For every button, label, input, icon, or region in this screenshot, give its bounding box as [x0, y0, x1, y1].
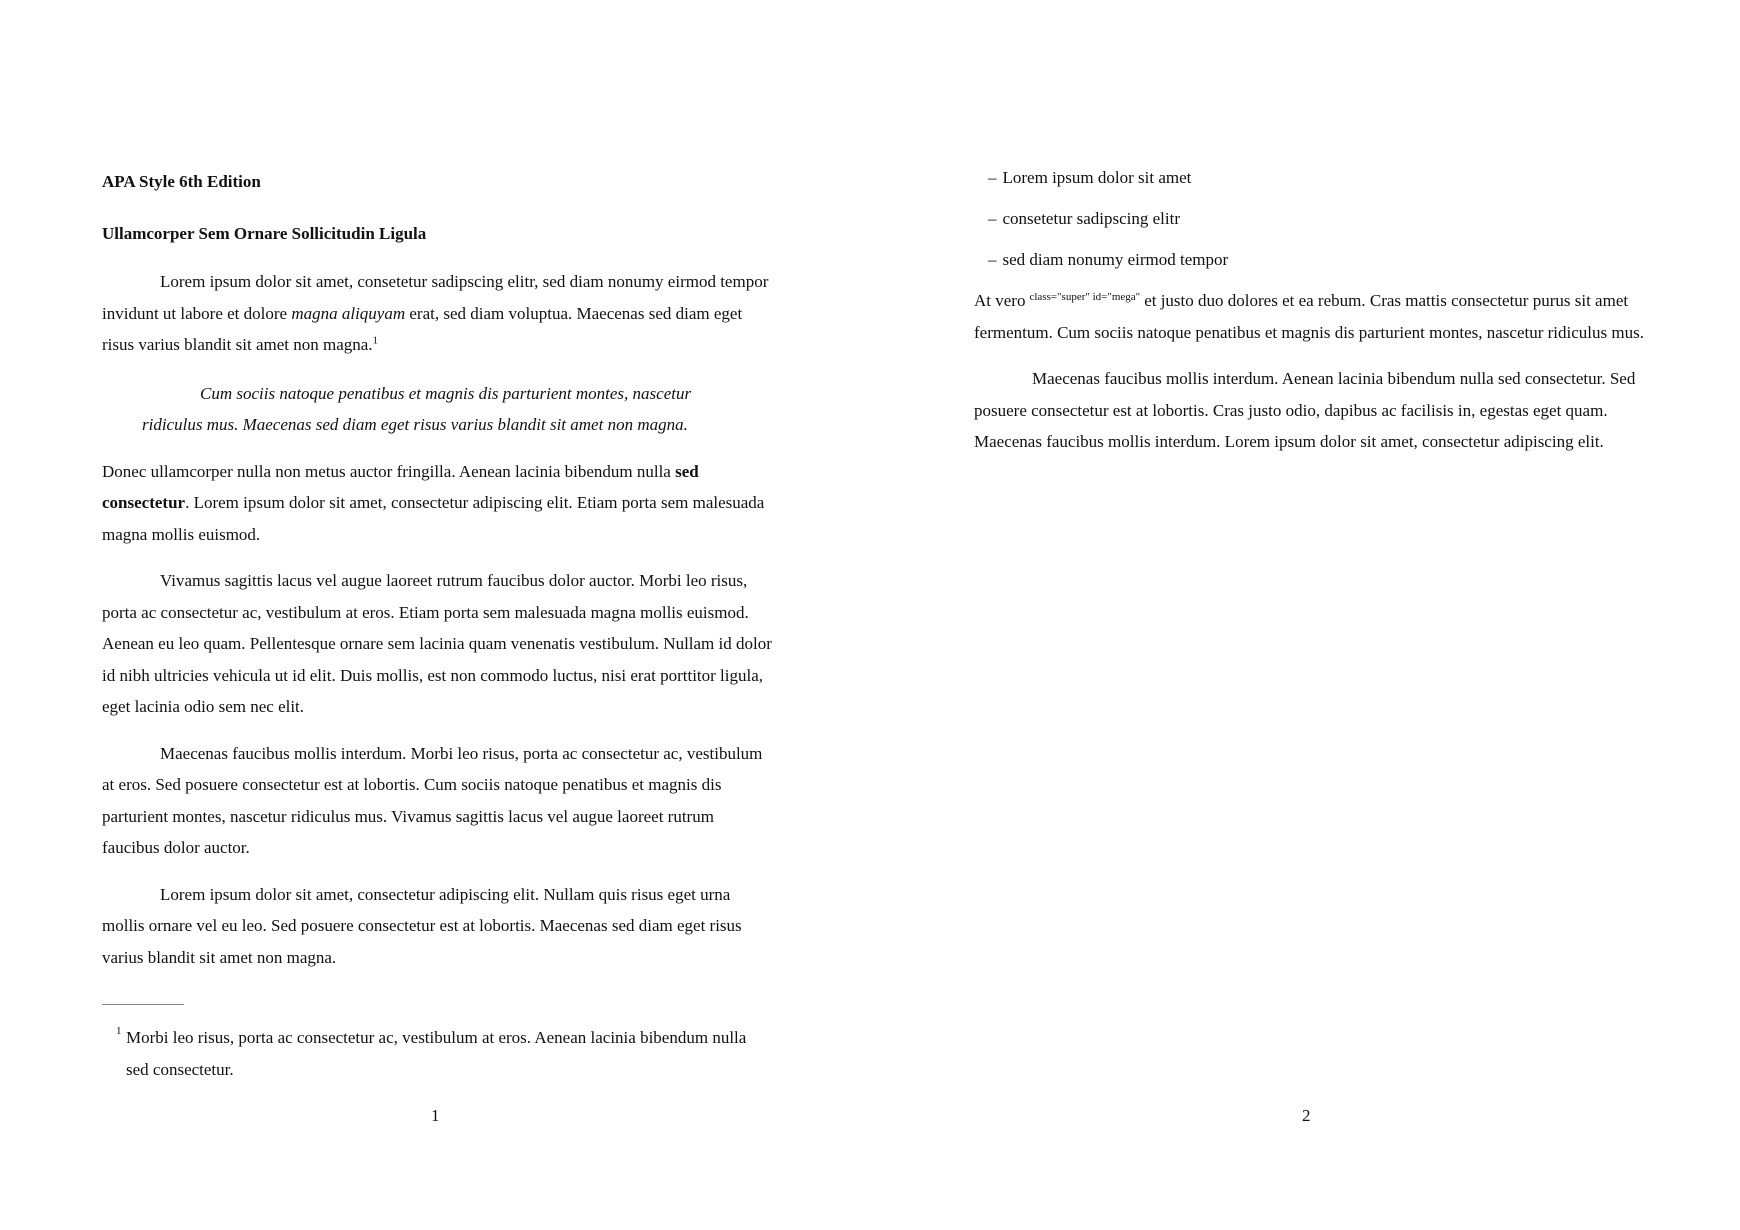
paragraph-7: Maecenas faucibus mollis interdum. Aenean lacinia bibendum nulla sed consectetur. Sed posuere consectetur est at lobortis. Cras justo odio, dapibus ac facilisis in, egestas eget quam. Maecenas faucibus mollis interdum. Lorem ipsum dolor sit amet, consectetur adipiscing elit. [974, 369, 1636, 451]
paragraph-1-text-a: Lorem ipsum dolor sit amet, consetetur sadipscing elitr, sed diam nonumy eirmod tempor invidunt ut labore et dolore [102, 272, 769, 323]
paragraph-6-text-b: et justo duo dolores et ea rebum. Cras mattis consectetur purus sit amet fermentum. Cum sociis natoque penatibus et magnis dis parturient montes, nascetur ridiculus mus. [974, 291, 1644, 342]
page-2-body [974, 0, 1646, 458]
list-item [974, 203, 1646, 234]
paragraph-2 [102, 456, 774, 551]
list-dash: – [988, 168, 997, 187]
footnote-text: Morbi leo risus, porta ac consectetur ac, vestibulum at eros. Aenean lacinia bibendum nulla sed consectetur. [126, 1028, 747, 1079]
footnote-reference[interactable]: 1 [372, 334, 379, 347]
list-item-text: consetetur sadipscing elitr [1002, 209, 1181, 228]
paragraph-6 [974, 285, 1646, 348]
paragraph-2-text-b: . Lorem ipsum dolor sit amet, consectetur adipiscing elit. Etiam porta sem malesuada magna mollis euismod. [102, 493, 765, 544]
paragraph-2-strong: sed consectetur [102, 461, 699, 512]
list-item [974, 162, 1646, 193]
document-title: APA Style 6th Edition [102, 172, 261, 191]
paragraph-3: Vivamus sagittis lacus vel augue laoreet rutrum faucibus dolor auctor. Morbi leo risus, porta ac consectetur ac, vestibulum at eros. Etiam porta sem malesuada magna mollis euismod. Aenean eu leo quam. Pellentesque ornare sem lacinia quam venenatis vestibulum. Nullam id dolor id nibh ultricies vehicula ut id elit. Duis mollis, est non commodo luctus, nisi erat porttitor ligula, eget lacinia odio sem nec elit. [102, 571, 772, 716]
block-quote: Cum sociis natoque penatibus et magnis dis parturient montes, nascetur ridiculus mus. Maecenas sed diam eget risus varius blandit sit amet non magna. [142, 383, 692, 434]
superscript-markup: class="super" id="mega" [1029, 291, 1141, 303]
paragraph-6-text-a: At vero [974, 291, 1026, 310]
list-dash: – [988, 250, 997, 269]
section-heading: Ullamcorper Sem Ornare Sollicitudin Ligula [102, 223, 427, 243]
paragraph-4: Maecenas faucibus mollis interdum. Morbi leo risus, porta ac consectetur ac, vestibulum at eros. Sed posuere consectetur est at lobortis. Cum sociis natoque penatibus et magnis dis parturient montes, nascetur ridiculus mus. Vivamus sagittis lacus vel augue laoreet rutrum faucibus dolor auctor. [102, 743, 763, 857]
paragraph-5: Lorem ipsum dolor sit amet, consectetur adipiscing elit. Nullam quis risus eget urna mollis ornare vel eu leo. Sed posuere consectetur est at lobortis. Maecenas sed diam eget risus varius blandit sit amet non magna. [102, 884, 742, 967]
list-item-text: Lorem ipsum dolor sit amet [1002, 168, 1192, 187]
footnote [116, 1022, 766, 1085]
page-number: 2 [1302, 1106, 1311, 1125]
footnote-divider [102, 1004, 184, 1005]
paragraph-1-text-b: erat, sed diam voluptua. Maecenas sed diam eget risus varius blandit sit amet non magna. [102, 303, 743, 354]
footnote-mark: 1 [116, 1025, 122, 1037]
document-page-2 [870, 0, 1740, 1230]
dash-list [974, 162, 1646, 275]
page-number: 1 [431, 1106, 440, 1125]
list-dash: – [988, 209, 997, 228]
paragraph-1 [102, 266, 774, 361]
list-item [974, 244, 1646, 275]
page-1-body [102, 0, 774, 973]
paragraph-2-text-a: Donec ullamcorper nulla non metus auctor fringilla. Aenean lacinia bibendum nulla [102, 461, 676, 481]
paragraph-1-emphasis: magna aliquyam [291, 303, 406, 323]
list-item-text: sed diam nonumy eirmod tempor [1002, 250, 1229, 269]
